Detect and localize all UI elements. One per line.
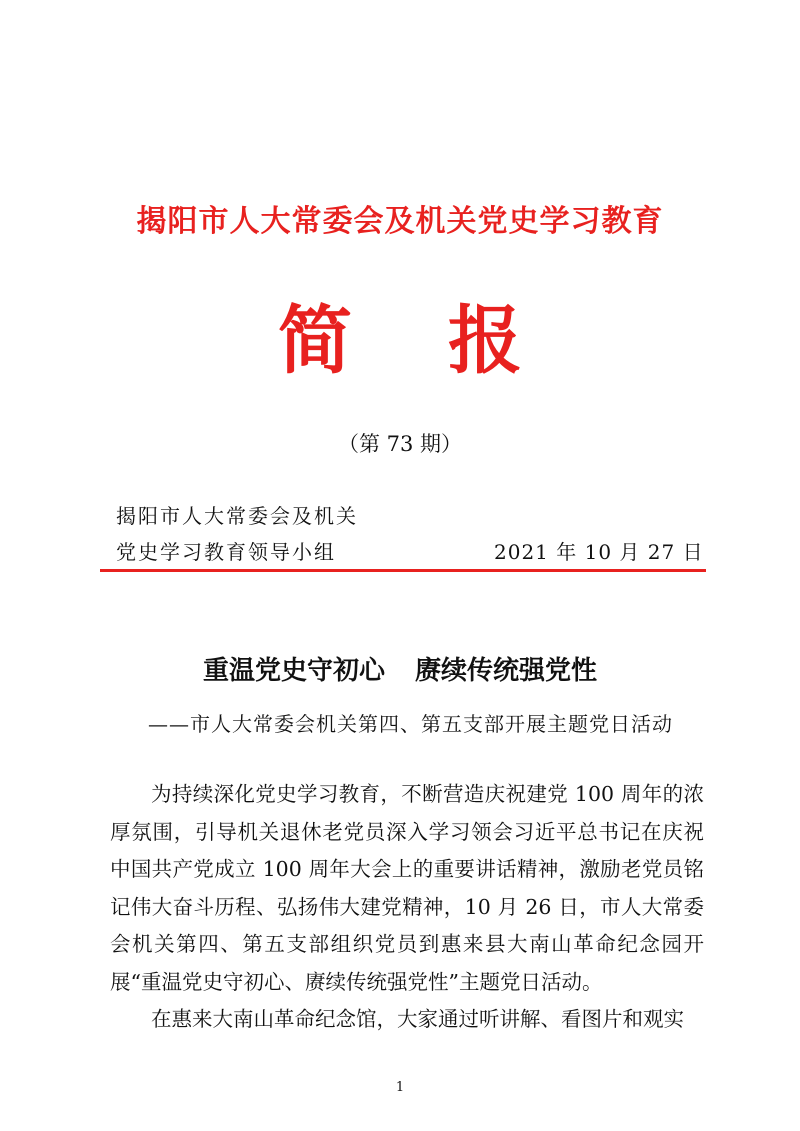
paragraph: 为持续深化党史学习教育，不断营造庆祝建党 100 周年的浓厚氛围，引导机关退休老党员深入学习领会习近平总书记在庆祝中国共产党成立 100 周年大会上的重要讲话精神，激励老党员铭记伟大奋斗历程、弘扬伟大建党精神，10 月 26 日，市人大常委会机关第四、第五支部组织党员到惠来县大南山革命纪念园开展“重温党史守初心、赓续传统强党性”主题党日活动。 xyxy=(110,782,704,994)
article-title-part-2: 赓续传统强党性 xyxy=(415,656,598,686)
bulletin-doc-type xyxy=(0,282,800,388)
article-subtitle: ——市人大常委会机关第四、第五支部开展主题党日活动 xyxy=(148,712,673,736)
issuer-line-1: 揭阳市人大常委会及机关 xyxy=(116,504,358,528)
issue-date: 2021 年 10 月 27 日 xyxy=(494,540,704,564)
article-title xyxy=(0,650,800,687)
page-number: 1 xyxy=(395,1080,405,1095)
issue-number: （第 73 期） xyxy=(337,432,463,456)
bulletin-org-title: 揭阳市人大常委会及机关党史学习教育 xyxy=(136,204,664,239)
issuer-line-2: 党史学习教育领导小组 xyxy=(116,540,336,564)
article-title-part-1: 重温党史守初心 xyxy=(202,656,385,686)
paragraph: 在惠来大南山革命纪念馆，大家通过听讲解、看图片和观实 xyxy=(151,1007,684,1031)
red-divider xyxy=(100,569,706,572)
doc-type-char-2: 报 xyxy=(448,298,522,384)
article-body xyxy=(110,776,704,1039)
doc-type-char-1: 简 xyxy=(278,298,352,384)
